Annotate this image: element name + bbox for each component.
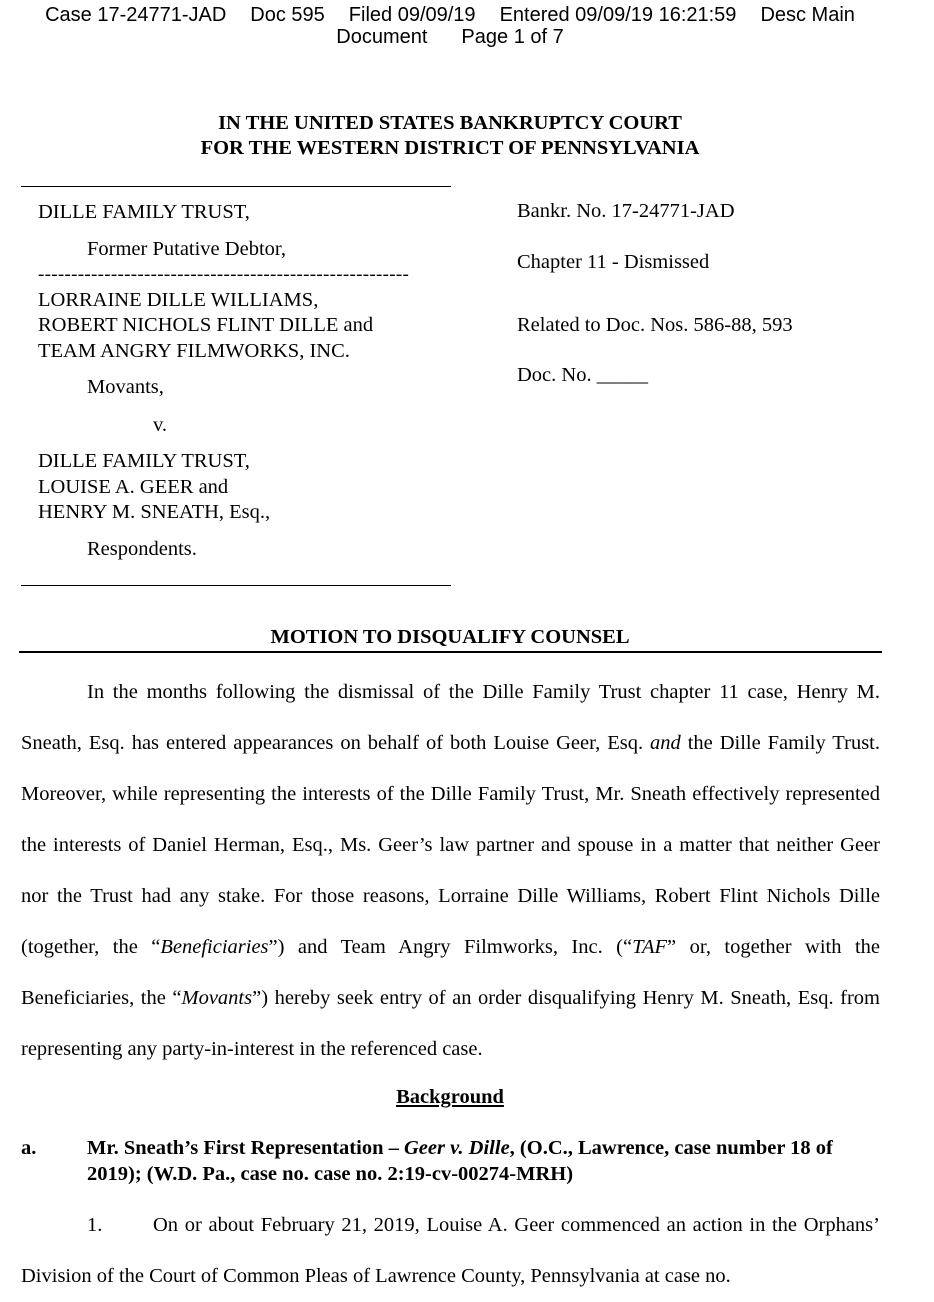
paragraph-1-text: On or about February 21, 2019, Louise A. Geer commenced an action in the Orphans’ Division of the Court of Common Pleas of Lawrence County, Pennsylvania at case no. [21,1214,880,1287]
bankruptcy-number: Bankr. No. 17-24771-JAD [517,200,735,222]
caption-respondent-2: LOUISE A. GEER and [38,476,229,498]
caption-movant-3: TEAM ANGRY FILMWORKS, INC. [38,340,350,362]
document-label: Document [336,26,428,48]
intro-text-3: ”) and Team Angry Filmworks, Inc. (“ [268,936,633,958]
section-a-text-1: Mr. Sneath’s First Representation – [87,1137,404,1159]
section-a-case-name: Geer v. Dille [403,1137,510,1159]
defined-term-movants: Movants [181,987,253,1009]
related-docs: Related to Doc. Nos. 586-88, 593 [517,314,793,336]
court-line-1: IN THE UNITED STATES BANKRUPTCY COURT [218,112,682,134]
filed-date: Filed 09/09/19 [348,4,476,26]
title-rule [19,651,882,653]
court-heading [0,111,900,161]
page-indicator: Page 1 of 7 [461,26,564,48]
section-a-label: a. [21,1137,37,1159]
background-heading: Background [396,1086,504,1108]
filing-header-line1 [0,4,900,26]
filing-header [0,4,900,48]
caption-movants-role: Movants, [87,376,164,398]
intro-and: and [650,732,681,754]
intro-text-2: the Dille Family Trust. Moreover, while representing the interests of the Dille Family Trust, Mr. Sneath effectively represented the interests of Daniel Herman, Esq., Ms. Geer’s law partner and spouse in a matter that neither Geer nor the Trust had any stake. For those reasons, Lorraine Dille Williams, Robert Flint Nichols Dille (together, the “ [21,732,880,958]
defined-term-beneficiaries: Beneficiaries [160,936,269,958]
filing-header-line2 [0,26,900,48]
doc-number-blank: Doc. No. _____ [517,364,648,386]
entered-date: Entered 09/09/19 16:21:59 [499,4,737,26]
caption-bottom-rule [21,585,451,586]
caption-versus: v. [153,414,168,436]
defined-term-taf: TAF [632,936,668,958]
numbered-paragraph-1 [21,1200,880,1302]
court-line-2: FOR THE WESTERN DISTRICT OF PENNSYLVANIA [200,137,700,159]
intro-text-1: In the months following the dismissal of the Dille Family Trust chapter 11 case, Henry M. Sneath, Esq. has entered appearances on behalf of both Louise Geer, Esq. [21,681,880,754]
caption-movant-1: LORRAINE DILLE WILLIAMS, [38,289,319,311]
caption-separator: -------------------------------------------------------- [38,264,410,285]
intro-text-4: ” or, together with the Beneficiaries, the “ [21,936,880,1009]
chapter-status: Chapter 11 - Dismissed [517,251,710,273]
doc-number: Doc 595 [250,4,325,26]
caption-respondent-3: HENRY M. SNEATH, Esq., [38,501,271,523]
caption-movant-2: ROBERT NICHOLS FLINT DILLE and [38,314,374,336]
intro-paragraph [21,667,880,1075]
caption-respondents-role: Respondents. [87,538,197,560]
caption-debtor: DILLE FAMILY TRUST, [38,201,250,223]
section-a-text-2: , (O.C., Lawrence, case number 18 of 2019); (W.D. Pa., case no. case no. 2:19-cv-00274-MRH) [87,1137,833,1185]
caption-top-rule [21,186,451,187]
section-a-text [87,1135,887,1187]
case-number: Case 17-24771-JAD [45,4,227,26]
desc-main: Desc Main [760,4,855,26]
caption-debtor-role: Former Putative Debtor, [87,238,287,260]
paragraph-1-number: 1. [87,1214,103,1236]
caption-respondent-1: DILLE FAMILY TRUST, [38,450,250,472]
intro-text-5: ”) hereby seek entry of an order disqualifying Henry M. Sneath, Esq. from representing any party-in-interest in the referenced case. [21,987,880,1060]
motion-title: MOTION TO DISQUALIFY COUNSEL [270,626,630,648]
